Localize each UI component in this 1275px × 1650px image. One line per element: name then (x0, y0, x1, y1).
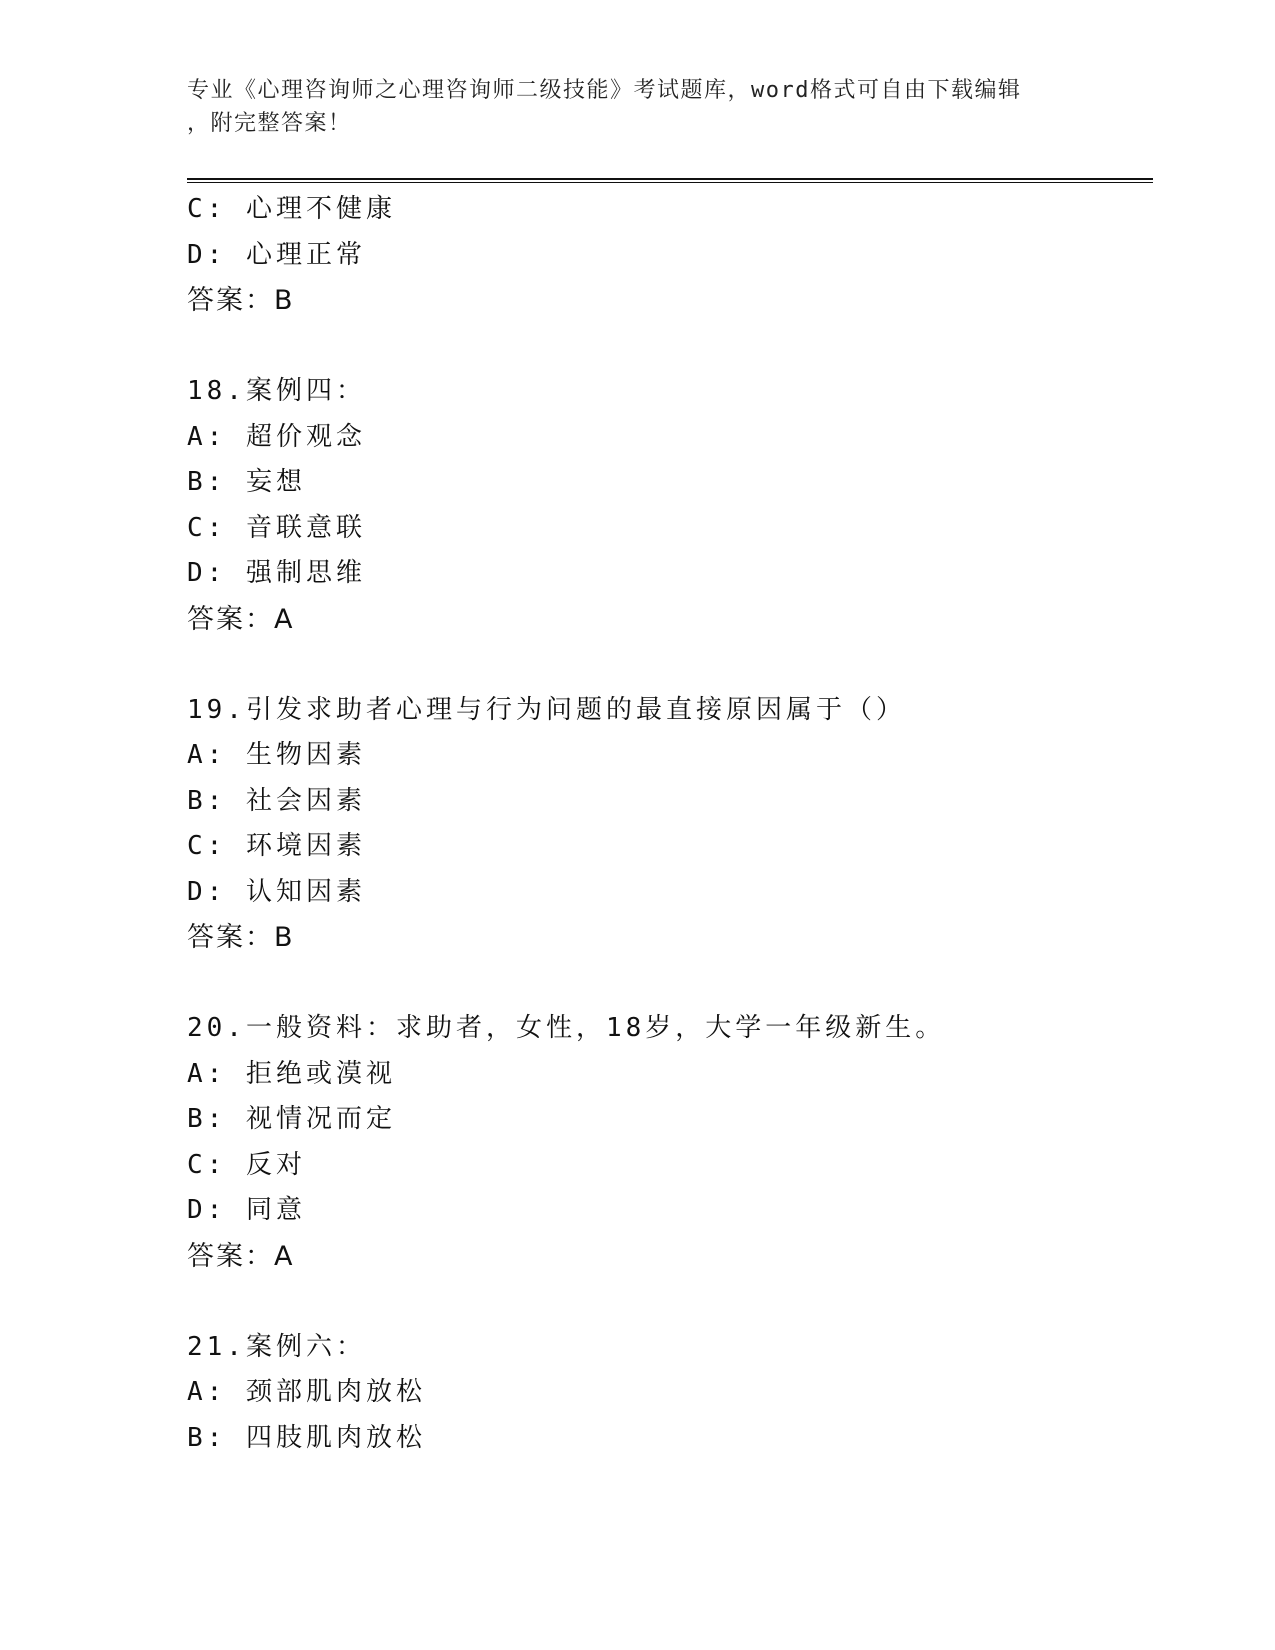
option-d: D: 同意 (187, 1195, 306, 1225)
spacer (187, 1279, 1147, 1325)
option-b: B: 妄想 (187, 467, 306, 497)
option-b: B: 视情况而定 (187, 1104, 396, 1134)
option-b: B: 社会因素 (187, 785, 366, 816)
answer-line: 答案：A (187, 1240, 295, 1272)
question-stem: 18.案例四： (187, 376, 366, 406)
option-a: A: 生物因素 (187, 740, 366, 770)
option-a: A: 颈部肌肉放松 (187, 1377, 426, 1407)
header-title-line-2: ，附完整答案！ (187, 111, 352, 136)
option-b: B: 四肢肌肉放松 (187, 1422, 426, 1453)
question-stem: 20.一般资料：求助者，女性，18岁，大学一年级新生。 (187, 1013, 946, 1043)
option-c: C: 环境因素 (187, 831, 366, 861)
answer-line: 答案：A (187, 603, 295, 635)
option-d: D: 认知因素 (187, 876, 366, 907)
header-divider (187, 178, 1153, 180)
answer-line: 答案：B (187, 285, 295, 316)
header-divider-thin (187, 182, 1153, 183)
option-d: D: 心理正常 (187, 239, 366, 270)
answer-line: 答案：B (187, 922, 295, 953)
option-a: A: 拒绝或漠视 (187, 1058, 396, 1089)
question-stem: 19.引发求助者心理与行为问题的最直接原因属于（） (187, 694, 906, 725)
spacer (187, 324, 1147, 370)
option-c: C: 音联意联 (187, 512, 366, 543)
option-c: C: 反对 (187, 1149, 306, 1180)
option-c: C: 心理不健康 (187, 194, 396, 224)
question-stem: 21.案例六： (187, 1331, 366, 1362)
option-d: D: 强制思维 (187, 558, 366, 588)
question-list (187, 187, 1147, 1461)
spacer (187, 642, 1147, 688)
document-header (187, 74, 1087, 140)
spacer (187, 961, 1147, 1007)
option-a: A: 超价观念 (187, 421, 366, 452)
header-title-line-1: 专业《心理咨询师之心理咨询师二级技能》考试题库，word格式可自由下载编辑 (187, 78, 1022, 103)
